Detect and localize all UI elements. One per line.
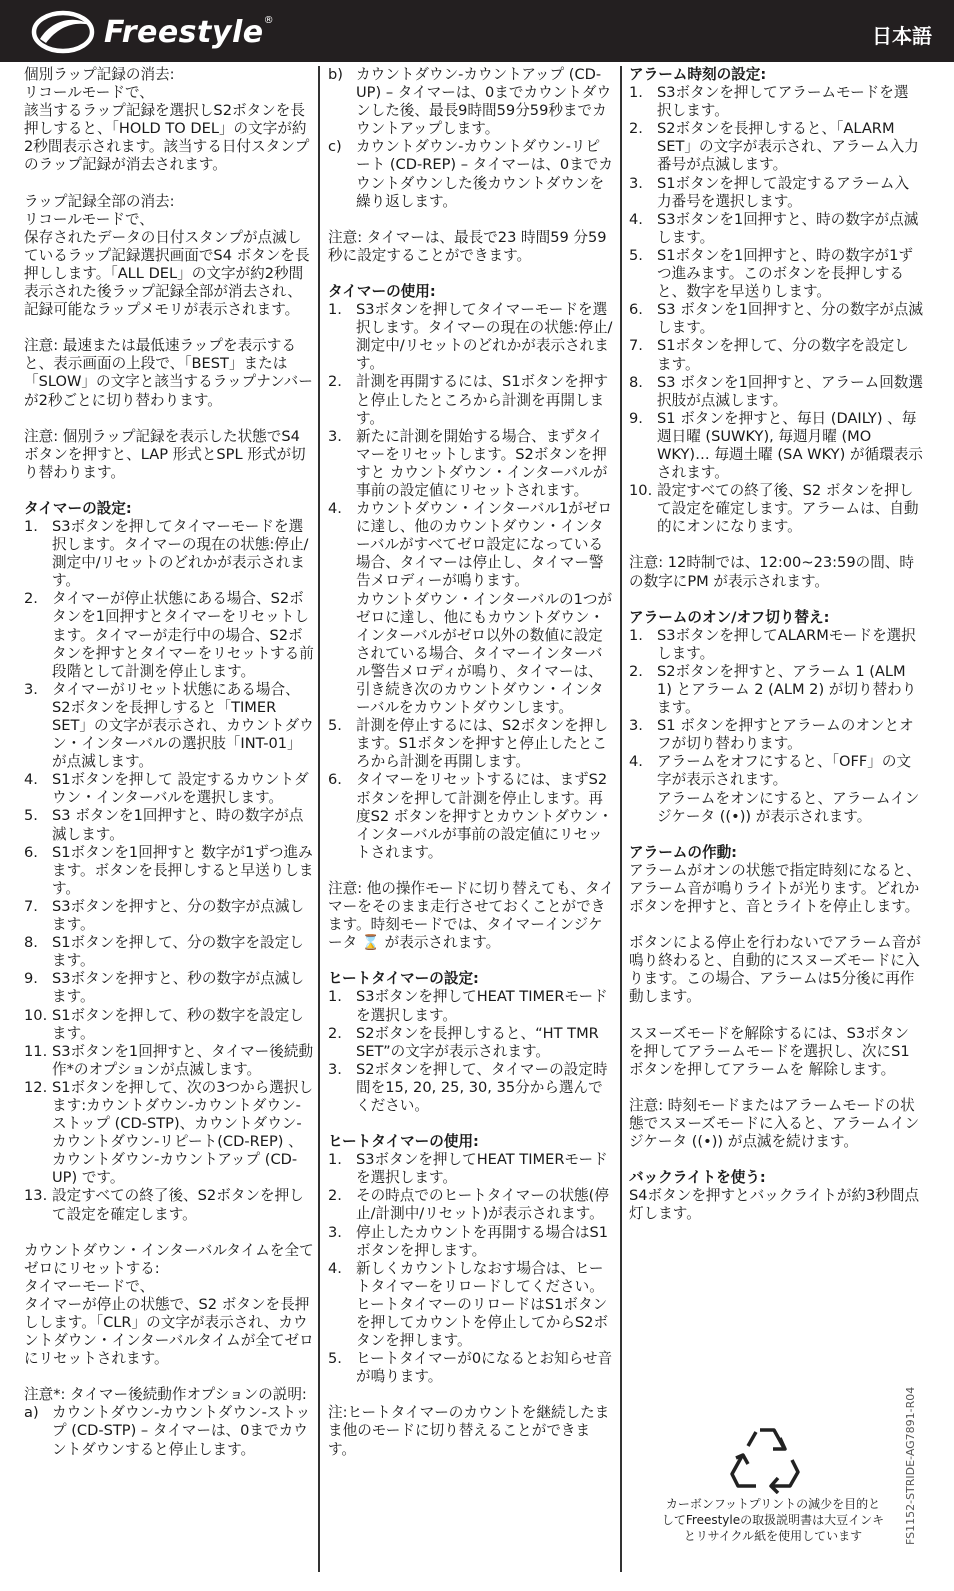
- list-item-text: アラームをオフにすると、「OFF」の文字が表示されます。 アラームをオンにすると、アラームインジケータ ((•)) が表示されます。: [657, 753, 920, 825]
- list-item: [328, 500, 614, 717]
- list-item-text: 設定すべての終了後、S2ボタンを押して設定を確定します。: [52, 1187, 304, 1223]
- list-item-number: 10.: [629, 482, 653, 500]
- list-item-text: S3ボタンを押してタイマーモードを選択します。タイマーの現在の状態:停止/測定中/リセットのどれかが表示されます。: [52, 517, 309, 590]
- list-item-number: 5.: [328, 1350, 342, 1368]
- list-item-number: 3.: [328, 427, 342, 445]
- list-item-text: タイマーが停止状態にある場合、S2ボタンを1回押すとタイマーをリセットします。タイマーが走行中の場合、S2ボタンを押すとタイマーをリセットする前段階として計測を停止します。: [52, 590, 314, 680]
- list-item-number: 2.: [629, 120, 643, 138]
- list-item-text: S1ボタンを押して、秒の数字を設定します。: [52, 1006, 304, 1042]
- list-item-number: 9.: [24, 970, 38, 988]
- list-item: [24, 898, 314, 934]
- list-item-number: 3.: [629, 717, 643, 735]
- list-item-number: 4.: [328, 1259, 342, 1277]
- paragraph: ラップ記録全部の消去: リコールモードで、 保存されたデータの日付スタンプが点滅しているラップ記録選択画面でS4 ボタンを長押しします。「ALL DEL」の文字が約2秒間表示された後ラップ記録全部が消去され、記録可能なラップメモリが表示されます。: [24, 192, 310, 319]
- list-item-number: c): [328, 138, 342, 156]
- section-heading: アラームのオン/オフ切り替え:: [629, 608, 830, 626]
- list-item: [328, 373, 614, 427]
- list-item-text: その時点でのヒートタイマーの状態(停止/計測中/リセット)が表示されます。: [356, 1187, 609, 1223]
- list-item-number: 2.: [24, 590, 38, 608]
- list-item-text: S3 ボタンを1回押すと、分の数字が点滅します。: [657, 301, 923, 337]
- list-item: [328, 1061, 614, 1115]
- paragraph: カウントダウン・インターバルタイムを全てゼロにリセットする: タイマーモードで、 タイマーが停止の状態で、S2 ボタンを長押しします。「CLR」の文字が表示され、カウントダウン・インターバルタイムが全てゼロにリセットされます。: [24, 1241, 314, 1368]
- list-item-number: b): [328, 66, 343, 83]
- list-item-number: 3.: [629, 174, 643, 192]
- list-item: [24, 970, 314, 1006]
- list-item-text: カウントダウン-カウントダウン-ストップ (CD-STP) – タイマーは、0までカウントダウンすると停止します。: [52, 1404, 311, 1458]
- column-1: [24, 66, 314, 1477]
- list-item-text: S1ボタンを1回押すと、時の数字が1ずつ進みます。このボタンを長押しすると、数字を早送りします。: [657, 246, 914, 301]
- list-item-number: 2.: [629, 662, 643, 680]
- list-item: [328, 428, 614, 500]
- list-item: [328, 1224, 614, 1260]
- section-heading: アラーム時刻の設定:: [629, 66, 767, 83]
- list-item: [328, 1350, 614, 1386]
- list-item: [328, 138, 614, 210]
- list-item-number: 6.: [629, 301, 643, 319]
- paragraph: S4ボタンを押すとバックライトが約3秒間点灯します。: [629, 1187, 920, 1223]
- paragraph: スヌーズモードを解除するには、S3ボタンを押してアラームモードを選択し、次にS1ボタンを押してアラームを 解除します。: [629, 1024, 910, 1078]
- list-item: [24, 807, 314, 843]
- list-item-text: カウントダウン・インターバル1がゼロに達し、他のカウントダウン・インターバルがすべてゼロ設定になっている場合、タイマーは停止し、タイマー警告メロディーが鳴ります。 カウントダウン・インターバルの1つがゼロに達し、他にもカウントダウン・インターバルがゼロ以外の数値に設定されている場合、タイマーインターバル警告メロディが鳴り、タイマーは、引き続き次のカウントダウン・インターバルをカウントダウンします。: [356, 500, 613, 717]
- list-item-number: 7.: [24, 897, 38, 915]
- list-item-number: 7.: [629, 337, 643, 355]
- list-item: [24, 1404, 314, 1458]
- list-item-number: 2.: [328, 373, 342, 391]
- list-item-text: S3ボタンを1回押すと、タイマー後続動作*のオプションが点滅します。: [52, 1042, 314, 1078]
- list-item-number: 1.: [328, 1151, 342, 1169]
- list-item-text: S3ボタンを押してアラームモードを選択します。: [657, 84, 909, 120]
- list-item-number: 3.: [24, 680, 38, 698]
- list-item-number: 5.: [629, 246, 643, 264]
- header-bar: [0, 0, 954, 62]
- list-item-number: 4.: [629, 753, 643, 771]
- numbered-list: [328, 66, 614, 211]
- list-item: [629, 247, 923, 301]
- freestyle-logo: [30, 9, 330, 55]
- section-heading: ヒートタイマーの使用:: [328, 1133, 479, 1151]
- list-item: [24, 681, 314, 771]
- list-item: [629, 337, 923, 373]
- paragraph: 注:ヒートタイマーのカウントを継続したまま他のモードに切り替えることができます。: [328, 1404, 610, 1458]
- list-item: [629, 482, 923, 536]
- list-item: [629, 627, 923, 663]
- list-item: [629, 175, 923, 211]
- list-item-number: 1.: [328, 301, 342, 319]
- list-item: [629, 84, 923, 120]
- list-item: [629, 120, 923, 174]
- list-item-number: 2.: [328, 1187, 342, 1205]
- list-item: [328, 1187, 614, 1223]
- section-heading: アラームの作動:: [629, 843, 737, 861]
- list-item-text: カウントダウン-カウントアップ (CD-UP) – タイマーは、0までカウントダウンした後、最長9時間59分59秒までカウントアップします。: [356, 66, 612, 138]
- list-item: [24, 1187, 314, 1223]
- list-item: [24, 1079, 314, 1188]
- paragraph: 注意: 最速または最低速ラップを表示すると、表示画面の上段で、「BEST」または「SLOW」の文字と該当するラップナンバーが2秒ごとに切り替わります。: [24, 337, 313, 409]
- list-item-text: S2ボタンを長押しすると、“HT TMR SET”の文字が表示されます。: [356, 1024, 599, 1060]
- list-item-text: 計測を再開するには、S1ボタンを押すと停止したところから計測を再開します。: [356, 373, 609, 427]
- list-item-number: 3.: [328, 1060, 342, 1078]
- list-item-text: S1 ボタンを押すと、毎日 (DAILY) 、毎週日曜 (SUWKY), 毎週月曜 (MO WKY)… 毎週土曜 (SA WKY) が循環表示されます。: [657, 409, 923, 482]
- section-heading: ヒートタイマーの設定:: [328, 970, 479, 988]
- list-item: [24, 590, 314, 680]
- list-item: [328, 988, 614, 1024]
- list-item-text: 新しくカウントしなおす場合は、ヒートタイマーをリロードしてください。ヒートタイマーのリロードはS1ボタンを押してカウントを停止してからS2ボタンを押します。: [356, 1259, 609, 1350]
- list-item-text: S3ボタンを押してALARMモードを選択します。: [657, 626, 916, 662]
- numbered-list: [328, 1151, 614, 1386]
- list-item: [328, 771, 614, 861]
- list-item-text: タイマーをリセットするには、まずS2ボタンを押して計測を停止します。再度S2 ボタンを押すとカウントダウン・インターバルが事前の設定値にリセットされます。: [356, 771, 613, 861]
- list-item: [24, 1043, 314, 1079]
- list-item-number: 5.: [328, 717, 342, 735]
- list-item: [629, 374, 923, 410]
- list-item-number: 1.: [328, 988, 342, 1006]
- list-item-text: S1ボタンを押して 設定するカウントダウン・インターバルを選択します。: [52, 771, 309, 807]
- list-item-text: S1ボタンを1回押すと 数字が1ずつ進みます。ボタンを長押しすると早送りします。: [52, 843, 314, 897]
- paragraph: 個別ラップ記録の消去: リコールモードで、 該当するラップ記録を選択しS2ボタンを長押しすると、「HOLD TO DEL」の文字が約2秒間表示されます。該当する日付スタンプのラップ記録が消去されます。: [24, 66, 310, 174]
- numbered-list: [328, 301, 614, 862]
- list-item-text: S1 ボタンを押すとアラームのオンとオフが切り替わります。: [657, 717, 914, 753]
- list-item: [629, 301, 923, 337]
- section-heading: バックライトを使う:: [629, 1169, 766, 1187]
- list-item-number: 6.: [24, 843, 38, 861]
- column-3: [629, 66, 923, 1241]
- list-item-number: 10.: [24, 1006, 48, 1024]
- list-item-text: カウントダウン-カウントダウン-リピート (CD-REP) – タイマーは、0までカウントダウンした後カウントダウンを繰り返します。: [356, 138, 613, 210]
- list-item: [328, 301, 614, 373]
- numbered-list: [629, 627, 923, 826]
- paragraph: 注意: 12時制では、12:00~23:59の間、時の数字にPM が表示されます。: [629, 554, 914, 590]
- list-item: [328, 66, 614, 138]
- list-item-text: S3ボタンを押してHEAT TIMERモードを選択します。: [356, 1151, 608, 1187]
- list-item-text: S3ボタンを押してタイマーモードを選択します。タイマーの現在の状態:停止/測定中/リセットのどれかが表示されます。: [356, 301, 613, 373]
- list-item-number: 11.: [24, 1042, 48, 1060]
- section-heading: タイマーの使用:: [328, 282, 436, 300]
- freestyle-logo-icon: [30, 9, 100, 55]
- list-item-text: 設定すべての終了後、S2 ボタンを押して設定を確定します。アラームは、自動的にオンになります。: [657, 482, 919, 536]
- list-item-number: 1.: [24, 517, 38, 535]
- list-item: [24, 518, 314, 590]
- list-item: [328, 717, 614, 771]
- list-item-text: S2ボタンを長押しすると、「ALARM SET」の文字が表示され、アラーム入力番号が点滅します。: [657, 120, 919, 174]
- list-item: [24, 1007, 314, 1043]
- list-item-number: 1.: [629, 84, 643, 102]
- numbered-list: [24, 518, 314, 1224]
- list-item: [328, 1151, 614, 1187]
- list-item: [24, 934, 314, 970]
- list-item: [328, 1260, 614, 1350]
- list-item-text: 新たに計測を開始する場合、まずタイマーをリセットします。S2ボタンを押すと カウントダウン・インターバルが事前の設定値にリセットされます。: [356, 427, 608, 499]
- brand-name: Freestyle®: [104, 15, 275, 50]
- list-item-number: 3.: [328, 1223, 342, 1241]
- list-item-number: 1.: [629, 626, 643, 644]
- list-item-number: 4.: [629, 210, 643, 228]
- list-item-number: 5.: [24, 807, 38, 825]
- list-item-text: S3 ボタンを1回押すと、アラーム回数選択肢が点滅します。: [657, 373, 923, 409]
- list-item-text: 計測を停止するには、S2ボタンを押します。S1ボタンを押すと停止したところから計測を再開します。: [356, 717, 609, 771]
- list-item-text: 停止したカウントを再開する場合はS1ボタンを押します。: [356, 1223, 609, 1259]
- paragraph: 注意: 時刻モードまたはアラームモードの状態でスヌーズモードに入ると、アラームインジケータ ((•)) が点滅を続けます。: [629, 1096, 920, 1150]
- list-item: [24, 771, 314, 807]
- paragraph: 注意: タイマーは、最長で23 時間59 分59 秒に設定することができます。: [328, 228, 607, 264]
- section-heading: タイマーの設定:: [24, 499, 132, 517]
- list-item-text: S1ボタンを押して、分の数字を設定します。: [52, 934, 304, 970]
- list-item-text: S3ボタンを押すと、秒の数字が点滅します。: [52, 970, 305, 1006]
- paragraph: ボタンによる停止を行わないでアラーム音が鳴り終わると、自動的にスヌーズモードに入ります。この場合、アラームは5分後に再作動します。: [629, 934, 921, 1006]
- list-item-text: S1ボタンを押して設定するアラーム入力番号を選択します。: [657, 174, 910, 210]
- list-item-text: ヒートタイマーが0になるとお知らせ音が鳴ります。: [356, 1350, 613, 1386]
- list-item: [629, 717, 923, 753]
- list-item-text: S2ボタンを押して、タイマーの設定時間を15, 20, 25, 30, 35分から選んでください。: [356, 1060, 608, 1114]
- list-item-text: S3ボタンを1回押すと、時の数字が点滅します。: [657, 210, 919, 246]
- list-item-number: 8.: [629, 373, 643, 391]
- numbered-list: [24, 1404, 314, 1458]
- list-item-text: S1ボタンを押して、分の数字を設定します。: [657, 337, 909, 373]
- list-item: [629, 211, 923, 247]
- list-item: [24, 844, 314, 898]
- list-item-text: S2ボタンを押すと、アラーム 1 (ALM 1) とアラーム 2 (ALM 2) が切り替わります。: [657, 662, 917, 717]
- list-item-number: 6.: [328, 771, 342, 789]
- list-item-number: a): [24, 1404, 39, 1422]
- list-item: [328, 1025, 614, 1061]
- list-item: [629, 410, 923, 482]
- list-item-number: 12.: [24, 1078, 48, 1096]
- recycle-note: カーボンフットプリントの減少を目的としてFreestyleの取扱説明書は大豆インキとリサイクル紙を使用しています: [661, 1497, 885, 1543]
- list-item-number: 13.: [24, 1187, 48, 1205]
- paragraph: アラームがオンの状態で指定時刻になると、アラーム音が鳴りライトが光ります。どれかボタンを押すと、音とライトを停止します。: [629, 861, 921, 916]
- document-code: FS1152-STRIDE-AG7891-R04: [904, 1386, 917, 1545]
- numbered-list: [629, 84, 923, 536]
- list-item-text: S3 ボタンを1回押すと、時の数字が点滅します。: [52, 807, 304, 843]
- list-item-number: 2.: [328, 1024, 342, 1042]
- column-divider: [620, 66, 622, 1572]
- paragraph: 注意: 個別ラップ記録を表示した状態でS4ボタンを押すと、LAP 形式とSPL 形式が切り替わります。: [24, 427, 306, 481]
- list-item: [629, 753, 923, 825]
- list-item: [629, 663, 923, 717]
- paragraph: 注意*: タイマー後続動作オプションの説明:: [24, 1386, 307, 1404]
- list-item-number: 9.: [629, 409, 643, 427]
- language-label: 日本語: [872, 24, 932, 48]
- column-2: [328, 66, 614, 1477]
- list-item-number: 8.: [24, 934, 38, 952]
- recycle-icon: [728, 1422, 806, 1494]
- numbered-list: [328, 988, 614, 1115]
- list-item-text: S3ボタンを押すと、分の数字が点滅します。: [52, 897, 305, 934]
- list-item-text: S3ボタンを押してHEAT TIMERモードを選択します。: [356, 988, 608, 1024]
- list-item-number: 4.: [328, 500, 342, 518]
- list-item-text: タイマーがリセット状態にある場合、S2ボタンを長押しすると「TIMER SET」の文字が表示され、カウントダウン・インターバルの選択肢「INT-01」が点滅します。: [52, 680, 314, 771]
- paragraph: 注意: 他の操作モードに切り替えても、タイマーをそのまま走行させておくことができます。時刻モードでは、タイマーインジケータ ⌛ が表示されます。: [328, 879, 614, 952]
- list-item-text: S1ボタンを押して、次の3つから選択します:カウントダウン-カウントダウン-ストップ (CD-STP)、カウントダウン-カウントダウン-リピート(CD-REP) 、カウントダウン-カウントアップ (CD-UP) です。: [52, 1078, 314, 1187]
- column-divider: [318, 66, 320, 1572]
- list-item-number: 4.: [24, 771, 38, 789]
